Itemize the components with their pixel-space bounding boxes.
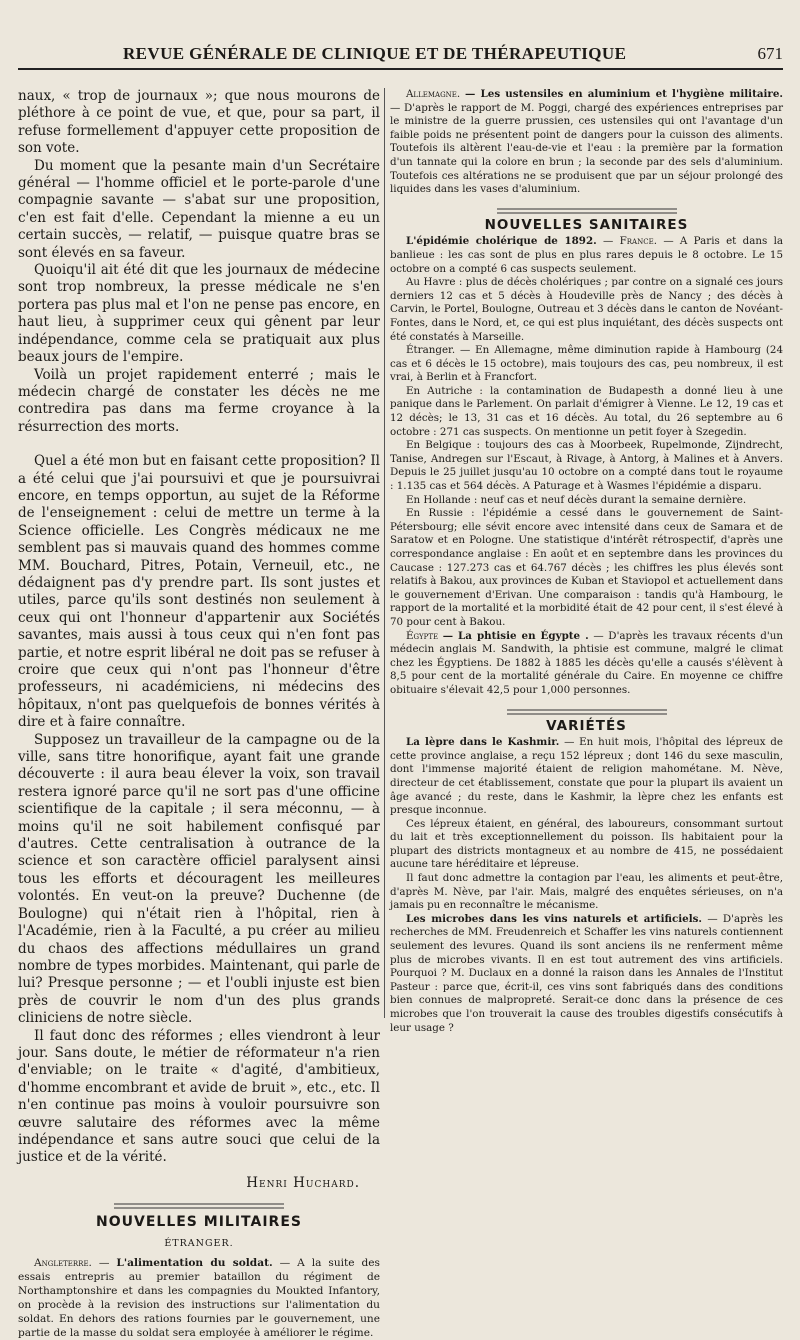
country-label: Allemagne. — [406, 88, 461, 100]
page-number: 671 — [757, 44, 783, 63]
country-label: — France. — [603, 235, 657, 248]
section-heading-military: NOUVELLES MILITAIRES — [96, 1214, 302, 1231]
paragraph: Il faut donc admettre la contagion par l'eau, les aliments et peut-être, d'après M. Nève, par l'air. Mais, malgré des enquêtes sérieuses, on n'a jamais pu en reconnaître le mécanisme. — [390, 872, 783, 912]
news-item — [390, 736, 783, 818]
author-signature: Henri Huchard. — [246, 1174, 360, 1191]
subheading-foreign: ÉTRANGER. — [164, 1237, 234, 1249]
paragraph: En Belgique : toujours des cas à Moorbeek, Rupelmonde, Zijndrecht, Tanise, Andregen sur l'Escaut, à Rivage, à Antorg, à Malines et à Anvers. Depuis le 25 juillet jusqu'au 10 octobre on a compté dans tout le royaume : 1.135 cas et 564 décès. A Paturage et à Wasmes l'épidémie a disparu. — [390, 439, 783, 493]
section-heading-varieties: VARIÉTÉS — [546, 717, 627, 734]
item-text: — En huit mois, l'hôpital des lépreux de cette province anglaise, a reçu 152 lépreux ; dont 146 du sexe masculin, dont l'immense majorité étaient de religion mahométane. M. Nève, directeur de cet établissement, constate que pour la plupart ils avaient un âge avancé ; du reste, dans le Kashmir, la lèpre chez les enfants est presque inconnue. — [390, 736, 783, 817]
country-label: Égypte — [406, 629, 439, 642]
paragraph: naux, « trop de journaux »; que nous mourons de pléthore à ce point de vue, et que, pour sa part, il refuse formellement d'appuyer cette proposition de son vote. — [18, 88, 380, 157]
news-item — [390, 88, 783, 197]
item-text: — D'après le rapport de M. Poggi, chargé des expériences entreprises par le ministre de la guerre prussien, ces ustensiles qui ont l'avantage d'un faible poids ne présentent point de dangers pour la cuisson des aliments. Toutefois ils altèrent l'eau-de-vie et l'eau : la première par la formation d'un tannate qui la colore en brun ; la seconde par des sels d'aluminium. Toutefois ces altérations ne se produisent que par un séjour prolongé des liquides dans les vases d'aluminium. — [390, 101, 783, 196]
paragraph: Ces lépreux étaient, en général, des laboureurs, consommant surtout du lait et très exceptionnellement du poisson. Ils habitaient pour la plupart des districts montagneux et au nombre de 415, ne possédaient aucune tare héréditaire et lépreuse. — [390, 817, 783, 871]
running-header — [18, 40, 783, 70]
paragraph: Du moment que la pesante main d'un Secrétaire général — l'homme officiel et le porte-parole d'une compagnie savante — s'abat sur une proposition, c'en est fait d'elle. Cependant la mienne a eu un certain succès, — relatif, — puisque quatre bras se sont élevés en sa faveur. — [18, 157, 380, 261]
section-heading-sanitary: NOUVELLES SANITAIRES — [484, 216, 689, 233]
section-ornament — [497, 207, 677, 215]
paragraph: Quel a été mon but en faisant cette proposition? Il a été celui que j'ai poursuivi et que je poursuivrai encore, en temps opportun, au sujet de la Réforme de l'enseignement : celui de mettre un terme à la Science officielle. Les Congrès médicaux ne me semblent pas si mauvais quand des hommes comme MM. Bouchard, Pitres, Potain, Verneuil, etc., ne dédaignent pas d'y prendre part. Ils sont justes et utiles, parce qu'ils sont destinés non seulement à ceux qui ont l'honneur d'appartenir aux Sociétés savantes, mais aussi à tous ceux qui n'en font pas partie, et notre esprit libéral ne doit pas se refuser à croire que ceux qui n'ont pas l'honneur d'être professeurs, ni académiciens, ni médecins des hôpitaux, n'ont pas quelquefois de bonnes vérités à dire et à faire connaître. — [18, 453, 380, 731]
column-divider — [384, 88, 385, 1018]
item-title: — Les ustensiles en aluminium et l'hygiène militaire. — [465, 88, 783, 100]
section-ornament — [114, 1202, 284, 1210]
item-text: — D'après les travaux récents d'un médecin anglais M. Sandwith, la phtisie est commune, malgré le climat chez les Égyptiens. De 1882 à 1885 les décès qu'elle a causés s'élèvent à 8,5 pour cent de la mortalité générale du Caire. En moyenne ce chiffre obituaire s'élevait 42,5 pour 1,000 personnes. — [390, 629, 783, 696]
paragraph: En Autriche : la contamination de Budapesth a donné lieu à une panique dans le Parlement. On parlait d'émigrer à Vienne. Le 12, 19 cas et 12 décès; le 13, 31 cas et 16 décès. Au total, du 26 septembre au 6 octobre : 271 cas suspects. On mentionne un petit foyer à Szegedin. — [390, 384, 783, 438]
section-ornament — [507, 708, 667, 716]
item-title: L'épidémie cholérique de 1892. — [406, 235, 597, 248]
news-item: Angleterre. — L'alimentation du soldat. — A la suite des essais entrepris au premier bataillon du régiment de Northamptonshire et dans les compagnies du Moukted Infantory, on procède à la revision des instructions sur l'alimentation du soldat. En dehors des rations fournies par le gouvernement, une partie de la masse du soldat sera employée à améliorer le régime. — [18, 1257, 380, 1339]
paragraph: En Hollande : neuf cas et neuf décès durant la semaine dernière. — [406, 493, 747, 506]
item-text: — A la suite des essais entrepris au premier bataillon du régiment de Northamptonshire et dans les compagnies du Moukted Infantory, on procède à la revision des instructions sur l'alimentation du soldat. En dehors des rations fournies par le gouvernement, une partie de la masse du soldat sera employée à améliorer le régime. — [18, 1257, 380, 1339]
news-item — [390, 630, 783, 698]
item-text: — D'après les recherches de MM. Freudenreich et Schaffer les vins naturels contiennent seulement des levures. Quand ils sont anciens ils ne renferment même plus de microbes vivants. Il en est tout autrement des vins artificiels. Pourquoi ? M. Duclaux en a donné la raison dans les Annales de l'Institut Pasteur : parce que, écrit-il, ces vins sont fabriqués dans des conditions bien connues de malpropreté. Serait-ce donc dans la présence de ces microbes que l'on trouverait la cause des troubles digestifs consécutifs à leur usage ? — [390, 912, 783, 1034]
item-title: — La phtisie en Égypte . — [442, 629, 589, 642]
paragraph: Étranger. — En Allemagne, même diminution rapide à Hambourg (24 cas et 6 décès le 15 octobre), mais toujours des cas, peu nombreux, il est vrai, à Berlin et à Francfort. — [390, 344, 783, 384]
country-label: Angleterre. — [34, 1257, 92, 1269]
left-column — [18, 88, 380, 1339]
journal-title: REVUE GÉNÉRALE DE CLINIQUE ET DE THÉRAPEUTIQUE — [123, 44, 627, 63]
right-column — [390, 88, 783, 1043]
item-title: L'alimentation du soldat. — [116, 1257, 273, 1269]
paragraph: Voilà un projet rapidement enterré ; mais le médecin chargé de constater les décès ne me contredira pas dans ma ferme croyance à la résurrection des morts. — [18, 366, 380, 435]
paragraph: Quoiqu'il ait été dit que les journaux de médecine sont trop nombreux, la presse médicale ne s'en portera pas plus mal et l'on ne pense pas encore, en haut lieu, à supprimer ceux qui gênent par leur indépendance, comme cela se pratiquait aux plus beaux jours de l'empire. — [18, 262, 380, 366]
item-text: — A Paris et dans la banlieue : les cas sont de plus en plus rares depuis le 8 octobre. Le 15 octobre on a compté 6 cas suspects seulement. — [390, 235, 784, 275]
paragraph: Il faut donc des réformes ; elles viendront à leur jour. Sans doute, le métier de réformateur n'a rien d'enviable; on le traite « d'agité, d'ambitieux, d'homme encombrant et avide de bruit », etc., etc. Il n'en continue pas moins à vouloir poursuivre son œuvre salutaire des réformes avec la même indépendance et sans autre souci que celui de la justice et de la vérité. — [18, 1027, 380, 1166]
item-title: Les microbes dans les vins naturels et artificiels. — [406, 912, 703, 925]
paragraph: Supposez un travailleur de la campagne ou de la ville, sans titre honorifique, ayant fait une grande découverte : il aura beau élever la voix, son travail restera ignoré parce qu'il ne sort pas d'une officine scientifique de la capitale ; il sera méconnu, — à moins qu'il ne soit habilement confisqué par d'autres. Cette centralisation à outrance de la science et son caractère officiel paralysent ainsi tous les efforts et découragent les meilleures volontés. En veut-on la preuve? Duchenne (de Boulogne) qui n'était rien à l'hôpital, rien à l'Académie, rien à la Faculté, a pu créer au milieu du chaos des affections médullaires un grand nombre de types morbides. Maintenant, qui parle de lui? Presque personne ; — et l'oubli injuste est bien près de couvrir le nom d'un des plus grands cliniciens de notre siècle. — [18, 731, 380, 1027]
paragraph: En Russie : l'épidémie a cessé dans le gouvernement de Saint-Pétersbourg; elle sévit encore avec intensité dans ceux de Samara et de Saratow et en Pologne. Une statistique d'intérêt rétrospectif, d'après une correspondance anglaise : En août et en septembre dans les provinces du Caucase : 127.273 cas et 64.767 décès ; les chiffres les plus élevés sont relatifs à Bakou, aux provinces de Kuban et Staviopol et actuellement dans le gouvernement d'Erivan. Une comparaison : tandis qu'à Hambourg, le rapport de la mortalité et la morbidité était de 42 pour cent, il s'est élevé à 70 pour cent à Bakou. — [390, 507, 783, 628]
news-item — [390, 913, 783, 1035]
paragraph: Au Havre : plus de décès cholériques ; par contre on a signalé ces jours derniers 12 cas et 5 décès à Houdeville près de Nancy ; des décès à Carvin, le Portel, Boulogne, Outreau et 3 décès dans le canton de Novéant-Fontes, dans le Nord, et, ce qui est plus inquiétant, des décès suspects ont été constatés à Marseille. — [390, 276, 783, 343]
header-rule — [18, 68, 783, 70]
item-title: La lèpre dans le Kashmir. — [406, 736, 560, 749]
news-item — [390, 235, 783, 276]
